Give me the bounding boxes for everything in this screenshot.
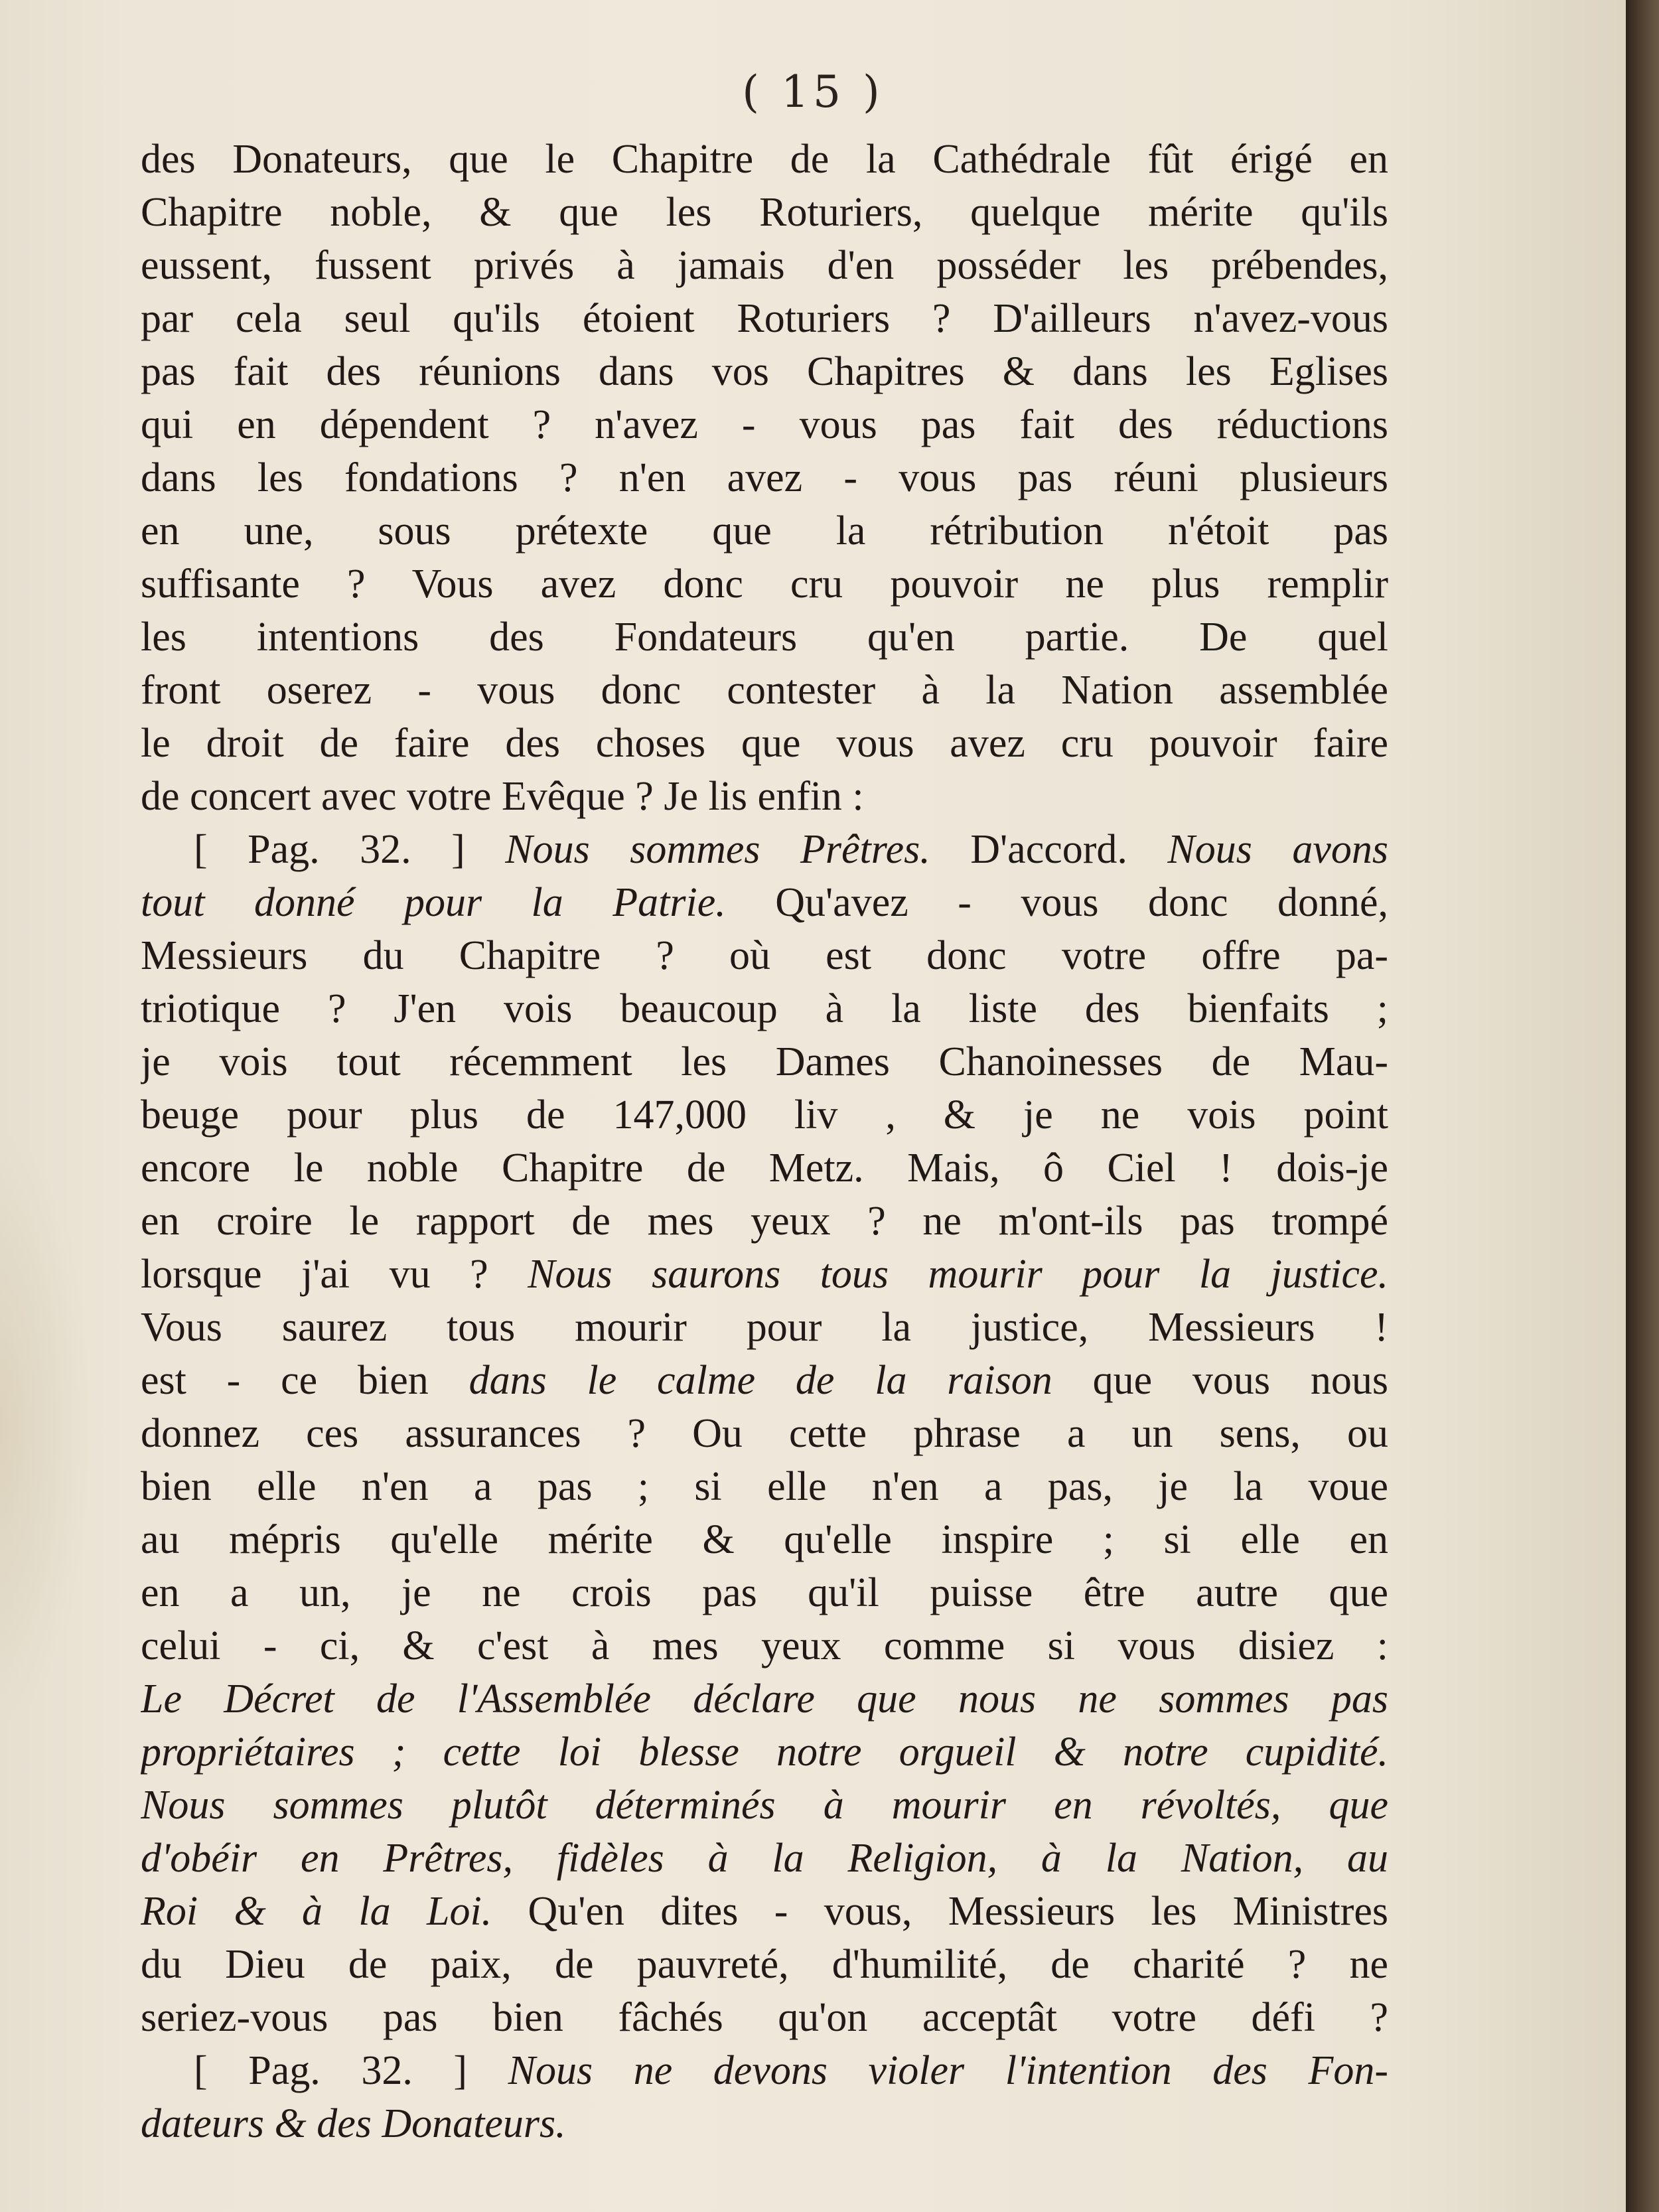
text-line [141, 1991, 1388, 2044]
body-text [141, 133, 1388, 2150]
text-line [141, 398, 1388, 451]
text-segment: Vous saurez tous mourir pour la justice, Messieurs ! [141, 1305, 1388, 1350]
text-segment: suffisante ? Vous avez donc cru pouvoir ne plus remplir [141, 561, 1388, 607]
italic-text: Nous saurons tous mourir pour la justice. [528, 1252, 1388, 1297]
text-line [141, 982, 1388, 1035]
italic-text: tout donné pour la Patrie. [141, 880, 726, 925]
text-segment: celui - ci, & c'est à mes yeux comme si vous disiez : [141, 1623, 1388, 1668]
text-segment: Qu'avez - vous donc donné, [725, 880, 1388, 925]
text-segment: front oserez - vous donc contester à la Nation assemblée [141, 668, 1388, 713]
italic-text: Nous ne devons violer l'intention des Fon- [508, 2048, 1388, 2093]
text-line [141, 292, 1388, 345]
text-segment: bien elle n'en a pas ; si elle n'en a pas, je la voue [141, 1464, 1388, 1509]
text-line [141, 1035, 1388, 1088]
text-segment: par cela seul qu'ils étoient Roturiers ? D'ailleurs n'avez-vous [141, 296, 1388, 341]
text-segment: Qu'en dites - vous, Messieurs les Ministres [492, 1889, 1388, 1934]
text-line [141, 504, 1388, 557]
text-segment: donnez ces assurances ? Ou cette phrase a un sens, ou [141, 1411, 1388, 1456]
text-line [141, 186, 1388, 239]
text-segment: en croire le rapport de mes yeux ? ne m'ont-ils pas trompé [141, 1199, 1388, 1244]
text-segment: beuge pour plus de 147,000 liv , & je ne vois point [141, 1092, 1388, 1138]
text-line [141, 1726, 1388, 1779]
text-segment: en a un, je ne crois pas qu'il puisse être autre que [141, 1570, 1388, 1615]
italic-text: Roi & à la Loi. [141, 1889, 492, 1934]
text-line [141, 823, 1388, 876]
text-segment: triotique ? J'en vois beaucoup à la liste des bienfaits ; [141, 986, 1388, 1031]
text-line [141, 770, 1388, 823]
italic-text: Nous sommes plutôt déterminés à mourir en révoltés, que [141, 1783, 1388, 1828]
text-segment: qui en dépendent ? n'avez - vous pas fait des réductions [141, 402, 1388, 447]
text-line [141, 1513, 1388, 1566]
text-segment: D'accord. [930, 827, 1168, 872]
italic-text: Nous avons [1167, 827, 1388, 872]
text-segment: Chapitre noble, & que les Roturiers, quelque mérite qu'ils [141, 190, 1388, 235]
text-line [141, 1195, 1388, 1248]
italic-text: d'obéir en Prêtres, fidèles à la Religion, à la Nation, au [141, 1836, 1388, 1881]
text-segment: je vois tout récemment les Dames Chanoinesses de Mau- [141, 1039, 1388, 1084]
text-segment: pas fait des réunions dans vos Chapitres & dans les Eglises [141, 349, 1388, 394]
text-line [141, 133, 1388, 186]
text-segment: [ Pag. 32. ] [194, 827, 506, 872]
book-spine [1626, 0, 1659, 2212]
text-segment: de concert avec votre Evêque ? Je lis enfin : [141, 774, 864, 819]
text-segment: que vous nous [1052, 1358, 1388, 1403]
text-segment: Messieurs du Chapitre ? où est donc votre offre pa- [141, 933, 1388, 978]
text-line [141, 717, 1388, 770]
text-line [141, 345, 1388, 398]
text-segment: des Donateurs, que le Chapitre de la Cathédrale fût érigé en [141, 137, 1388, 182]
italic-text: Le Décret de l'Assemblée déclare que nous ne sommes pas [141, 1676, 1388, 1722]
text-segment: encore le noble Chapitre de Metz. Mais, ô Ciel ! dois-je [141, 1145, 1388, 1191]
text-segment: le droit de faire des choses que vous avez cru pouvoir faire [141, 721, 1388, 766]
text-line [141, 1885, 1388, 1938]
text-line [141, 1301, 1388, 1354]
text-segment: seriez-vous pas bien fâchés qu'on acceptât votre défi ? [141, 1995, 1388, 2040]
text-segment: dans les fondations ? n'en avez - vous pas réuni plusieurs [141, 455, 1388, 500]
text-line [141, 1832, 1388, 1885]
text-segment: au mépris qu'elle mérite & qu'elle inspire ; si elle en [141, 1517, 1388, 1562]
text-line [141, 1248, 1388, 1301]
text-segment: lorsque j'ai vu ? [141, 1252, 528, 1297]
text-segment: est - ce bien [141, 1358, 469, 1403]
text-line [141, 1566, 1388, 1619]
text-line [141, 1088, 1388, 1142]
text-line [141, 1672, 1388, 1726]
text-segment: en une, sous prétexte que la rétribution n'étoit pas [141, 508, 1388, 553]
text-line [141, 1619, 1388, 1672]
text-line [141, 1407, 1388, 1460]
text-line [141, 1779, 1388, 1832]
text-line [141, 664, 1388, 717]
text-line [141, 611, 1388, 664]
text-line [141, 1460, 1388, 1513]
text-line [141, 239, 1388, 292]
text-segment: eussent, fussent privés à jamais d'en posséder les prébendes, [141, 243, 1388, 288]
text-line [141, 1354, 1388, 1407]
italic-text: dans le calme de la raison [469, 1358, 1052, 1403]
text-line [141, 557, 1388, 611]
page-number: ( 15 ) [742, 66, 884, 117]
text-line [141, 1938, 1388, 1991]
text-segment: du Dieu de paix, de pauvreté, d'humilité, de charité ? ne [141, 1942, 1388, 1987]
italic-text: propriétaires ; cette loi blesse notre orgueil & notre cupidité. [141, 1730, 1388, 1775]
text-line [141, 876, 1388, 929]
paper-stain [0, 1128, 93, 1726]
text-line [141, 2044, 1388, 2097]
text-line [141, 451, 1388, 504]
italic-text: Nous sommes Prêtres. [505, 827, 930, 872]
text-segment: [ Pag. 32. ] [194, 2048, 508, 2093]
text-line [141, 1142, 1388, 1195]
text-segment: les intentions des Fondateurs qu'en partie. De quel [141, 615, 1388, 660]
text-line [141, 2097, 1388, 2150]
italic-text: dateurs & des Donateurs. [141, 2101, 566, 2146]
text-line [141, 929, 1388, 982]
